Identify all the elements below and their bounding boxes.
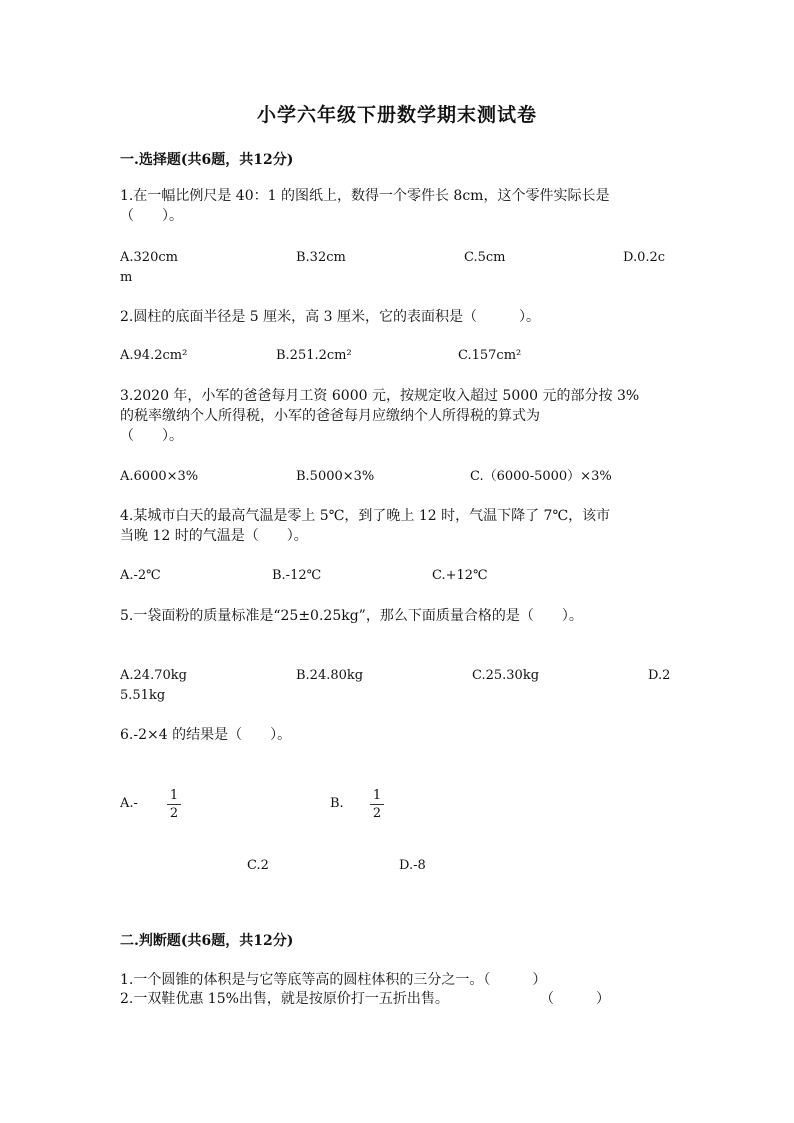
question-4-option-c: C.+12℃ [432,568,488,583]
question-2-option-b: B.251.2cm² [276,348,352,363]
question-6-option-a-prefix: A.- [120,796,138,811]
question-1-text: 1.在一幅比例尺是 40：1 的图纸上，数得一个零件长 8cm，这个零件实际长是 [120,188,610,204]
question-1-option-d: D.0.2c [623,250,666,265]
section-heading-judgement: 二.判断题(共6题，共12分) [120,933,294,949]
question-4-option-a: A.-2℃ [120,568,161,583]
question-1-option-a: A.320cm [120,250,178,265]
fraction-bar [370,804,384,805]
page-title: 小学六年级下册数学期末测试卷 [256,104,537,126]
question-6-option-c: C.2 [247,858,269,873]
question-1-option-c: C.5cm [464,250,506,265]
judgement-1-text: 1.一个圆锥的体积是与它等底等高的圆柱体积的三分之一。（ ） [120,972,547,988]
question-3-text-cont2: （ ）。 [120,428,183,444]
question-1-text-cont: （ ）。 [120,208,183,224]
question-5-option-d: D.2 [648,668,671,683]
question-6-option-a-fraction [167,788,181,821]
judgement-2-paren: （ ） [540,991,610,1007]
question-1-option-d-cont: m [120,270,133,285]
question-3-option-b: B.5000×3% [296,469,375,484]
question-6-option-b-fraction [370,788,384,821]
question-3-option-c: C.（6000-5000）×3% [470,469,612,484]
section-heading-choice: 一.选择题(共6题，共12分) [120,152,294,168]
question-2-option-a: A.94.2cm² [120,348,188,363]
question-2-option-c: C.157cm² [458,348,522,363]
question-3-option-a: A.6000×3% [120,469,199,484]
question-3-text-cont: 的税率缴纳个人所得税，小军的爸爸每月应缴纳个人所得税的算式为 [120,408,540,424]
question-6-text: 6.-2×4 的结果是（ ）。 [120,727,292,743]
question-4-option-b: B.-12℃ [272,568,322,583]
fraction-bar [167,804,181,805]
question-5-option-d-cont: 5.51kg [120,688,166,703]
fraction-denominator: 2 [372,806,382,821]
question-6-option-d: D.-8 [399,858,426,873]
question-4-text-cont: 当晚 12 时的气温是（ ）。 [120,528,308,544]
question-5-text: 5.一袋面粉的质量标准是“25±0.25kg”，那么下面质量合格的是（ ）。 [120,608,583,624]
question-4-text: 4.某城市白天的最高气温是零上 5℃，到了晚上 12 时，气温下降了 7℃，该市 [120,508,611,524]
question-3-text: 3.2020 年，小军的爸爸每月工资 6000 元，按规定收入超过 5000 元的部分按 3% [120,388,640,404]
judgement-2-text: 2.一双鞋优惠 15%出售，就是按原价打一五折出售。 [120,991,449,1007]
question-5-option-a: A.24.70kg [120,668,187,683]
question-2-text: 2.圆柱的底面半径是 5 厘米，高 3 厘米，它的表面积是（ ）。 [120,309,540,325]
fraction-numerator: 1 [169,788,179,803]
fraction-numerator: 1 [372,788,382,803]
question-5-option-c: C.25.30kg [472,668,540,683]
question-1-option-b: B.32cm [296,250,346,265]
fraction-denominator: 2 [169,806,179,821]
question-6-option-b-prefix: B. [330,796,344,811]
question-5-option-b: B.24.80kg [296,668,364,683]
